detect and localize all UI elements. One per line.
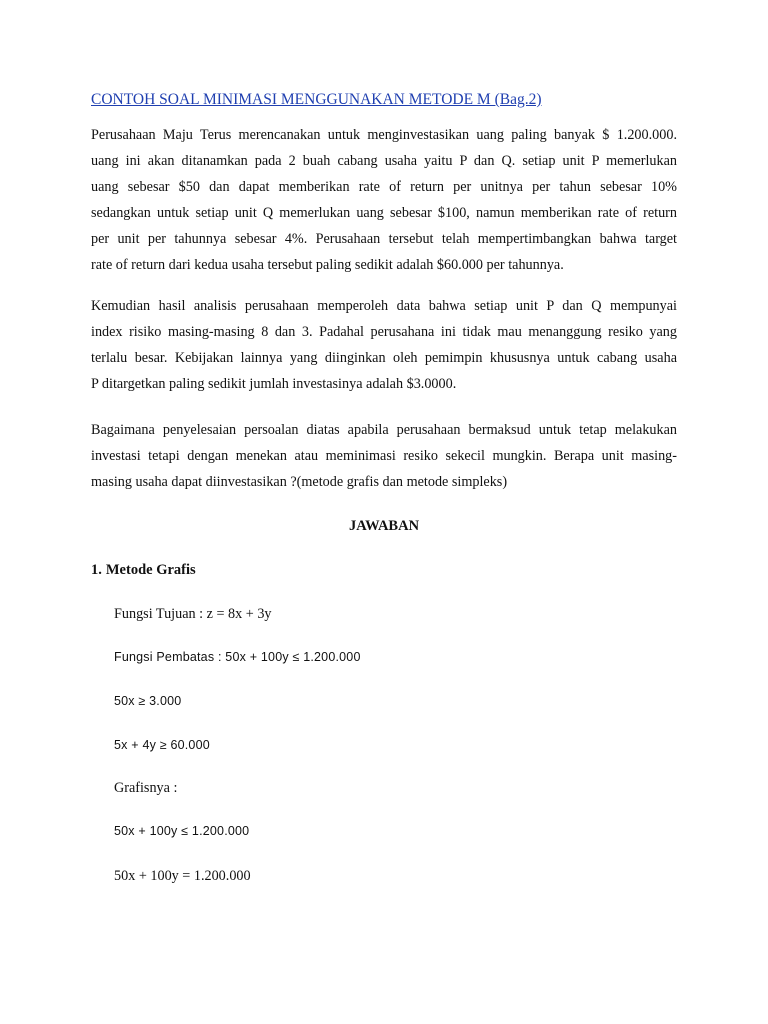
objective-function-line: Fungsi Tujuan : z = 8x + 3y [114,606,272,622]
paragraph-line: terlalu besar. Kebijakan lainnya yang diinginkan oleh pemimpin khususnya untuk cabang usaha [91,350,677,366]
paragraph-question [91,417,677,495]
section-label: Metode Grafis [105,562,196,578]
document-title: CONTOH SOAL MINIMASI MENGGUNAKAN METODE M (Bag.2) [91,91,542,108]
paragraph-line: Perusahaan Maju Terus merencanakan untuk menginvestasikan uang paling banyak $ 1.200.000. [91,127,677,143]
paragraph-line: per unit per tahunnya sebesar 4%. Perusahaan tersebut telah mempertimbangkan bahwa target [91,231,677,247]
constraint-line-2: 50x ≥ 3.000 [114,694,182,708]
paragraph-problem-statement [91,122,677,278]
paragraph-line: rate of return dari kedua usaha tersebut paling sedikit adalah $60.000 per tahunnya. [91,257,564,273]
paragraph-line: Kemudian hasil analisis perusahaan memperoleh data bahwa setiap unit P dan Q mempunyai [91,298,677,314]
paragraph-line: sedangkan untuk setiap unit Q memerlukan uang sebesar $100, namun memberikan rate of return [91,205,677,221]
paragraph-risk-analysis [91,293,677,397]
paragraph-line: P ditargetkan paling sedikit jumlah investasinya adalah $3.0000. [91,376,457,392]
paragraph-line: masing usaha dapat diinvestasikan ?(metode grafis dan metode simpleks) [91,474,508,490]
paragraph-line: Bagaimana penyelesaian persoalan diatas apabila perusahaan bermaksud untuk tetap melakukan [91,422,677,438]
section-number: 1. [91,562,102,578]
paragraph-line: investasi tetapi dengan menekan atau meminimasi resiko sekecil mungkin. Berapa unit masing- [91,448,677,464]
graph-label-line: Grafisnya : [114,780,178,796]
paragraph-line: index risiko masing-masing 8 dan 3. Padahal perusahana ini tidak mau menanggung resiko yang [91,324,677,340]
answer-heading: JAWABAN [348,518,420,534]
constraint-line-1: Fungsi Pembatas : 50x + 100y ≤ 1.200.000 [114,650,361,664]
graph-equation-line: 50x + 100y = 1.200.000 [114,868,251,884]
paragraph-line: uang ini akan ditanamkan pada 2 buah cabang usaha yaitu P dan Q. setiap unit P memerlukan [91,153,677,169]
paragraph-line: uang sebesar $50 dan dapat memberikan rate of return per unitnya per tahun sebesar 10% [91,179,677,195]
section-heading-graphical-method [91,562,196,579]
graph-inequality-line: 50x + 100y ≤ 1.200.000 [114,824,250,838]
constraint-line-3: 5x + 4y ≥ 60.000 [114,738,210,752]
